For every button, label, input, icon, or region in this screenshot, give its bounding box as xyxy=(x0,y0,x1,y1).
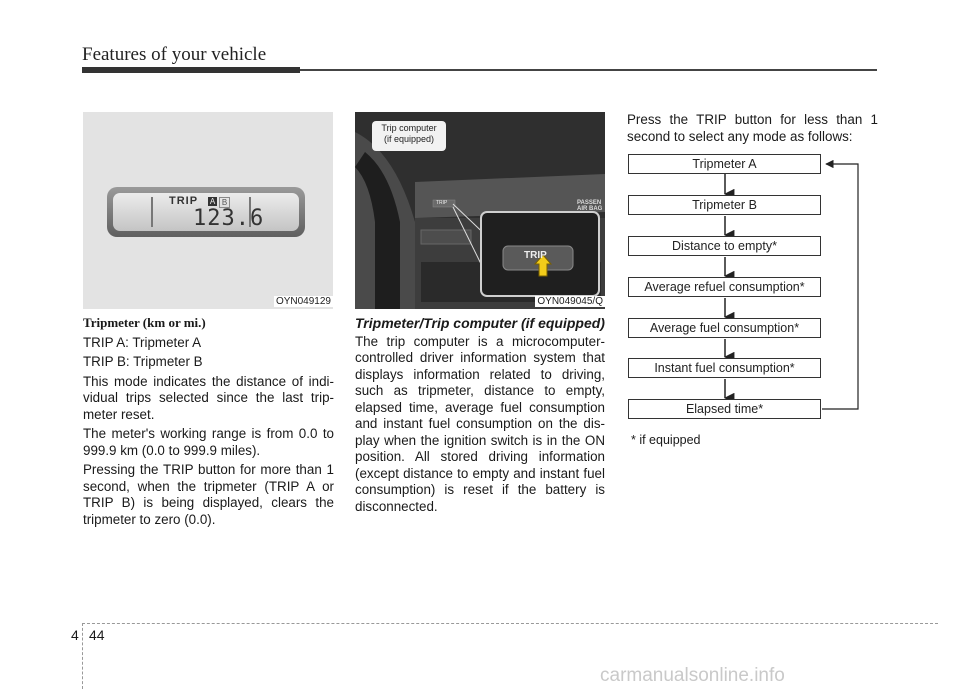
footer-rule xyxy=(82,623,938,624)
dashboard-photo-figure xyxy=(355,112,605,309)
lcd-trip-label: TRIP xyxy=(169,195,199,207)
site-watermark: carmanualsonline.info xyxy=(600,665,785,686)
trip-computer-para: The trip computer is a microcomputer-controlled driver information system that displays information related to driving, such as tripmeter, distance to empty, elapsed time, average fuel consumption and instant fuel consumption on the dis-play when the ignition switch is in the ON position. All stored driving information (except distance to empty and instant fuel consumption) is reset if the battery is disconnected. xyxy=(355,333,605,514)
mode-instant-fuel-consumption: Instant fuel consumption* xyxy=(628,358,821,378)
tripmeter-section xyxy=(83,315,334,531)
tripmeter-para-3: Pressing the TRIP button for more than 1 second, when the tripmeter (TRIP A or TRIP B) is being displayed, clears the tripmeter to zero (0.0). xyxy=(83,462,334,527)
mode-average-fuel-consumption: Average fuel consumption* xyxy=(628,318,821,338)
footer-divider xyxy=(82,623,83,689)
lcd-screen xyxy=(113,193,299,231)
trip-a-line: TRIP A: Tripmeter A xyxy=(83,334,202,350)
callout-line2: (if equipped) xyxy=(383,134,435,144)
mode-intro: Press the TRIP button for less than 1 second to select any mode as follows: xyxy=(627,112,878,144)
mode-tripmeter-a: Tripmeter A xyxy=(628,154,821,174)
lcd-badge-a: A xyxy=(209,197,216,206)
lcd-trip-value: 123.6 xyxy=(193,206,265,231)
tripmeter-para-1: This mode indicates the distance of indi-vidual trips selected since the last trip-meter reset. xyxy=(83,373,334,422)
chapter-number: 4 xyxy=(71,627,79,643)
mode-tripmeter-b: Tripmeter B xyxy=(628,195,821,215)
mode-average-refuel-consumption: Average refuel consumption* xyxy=(628,277,821,297)
lcd-divider-left xyxy=(151,197,153,227)
passenger-airbag-label: PASSEN AIR BAG xyxy=(577,200,603,212)
mode-elapsed-time: Elapsed time* xyxy=(628,399,821,419)
trip-b-line: TRIP B: Tripmeter B xyxy=(83,354,203,369)
page-number: 44 xyxy=(89,627,105,643)
footnote-if-equipped: * if equipped xyxy=(631,433,701,447)
figure-code-1: OYN049129 xyxy=(275,296,331,307)
header-rule-accent xyxy=(82,67,300,73)
lcd-badge-b: B xyxy=(219,197,230,208)
tripmeter-display-figure xyxy=(83,112,333,309)
page-header-title: Features of your vehicle xyxy=(82,44,267,65)
trip-button-label: TRIP xyxy=(524,250,547,261)
section-heading-tripmeter: Tripmeter (km or mi.) xyxy=(83,315,206,330)
section-heading-trip-computer: Tripmeter/Trip computer (if equipped) xyxy=(355,315,605,331)
mode-distance-to-empty: Distance to empty* xyxy=(628,236,821,256)
trip-computer-section xyxy=(355,315,605,518)
trip-computer-callout xyxy=(372,121,446,151)
tripmeter-para-2: The meter's working range is from 0.0 to 999.9 km (0.0 to 999.9 miles). xyxy=(83,426,334,458)
lcd-bezel xyxy=(107,187,305,237)
small-trip-button-label: TRIP xyxy=(436,200,448,206)
figure-code-2: OYN049045/Q xyxy=(537,296,603,307)
callout-line1: Trip computer xyxy=(381,123,437,133)
